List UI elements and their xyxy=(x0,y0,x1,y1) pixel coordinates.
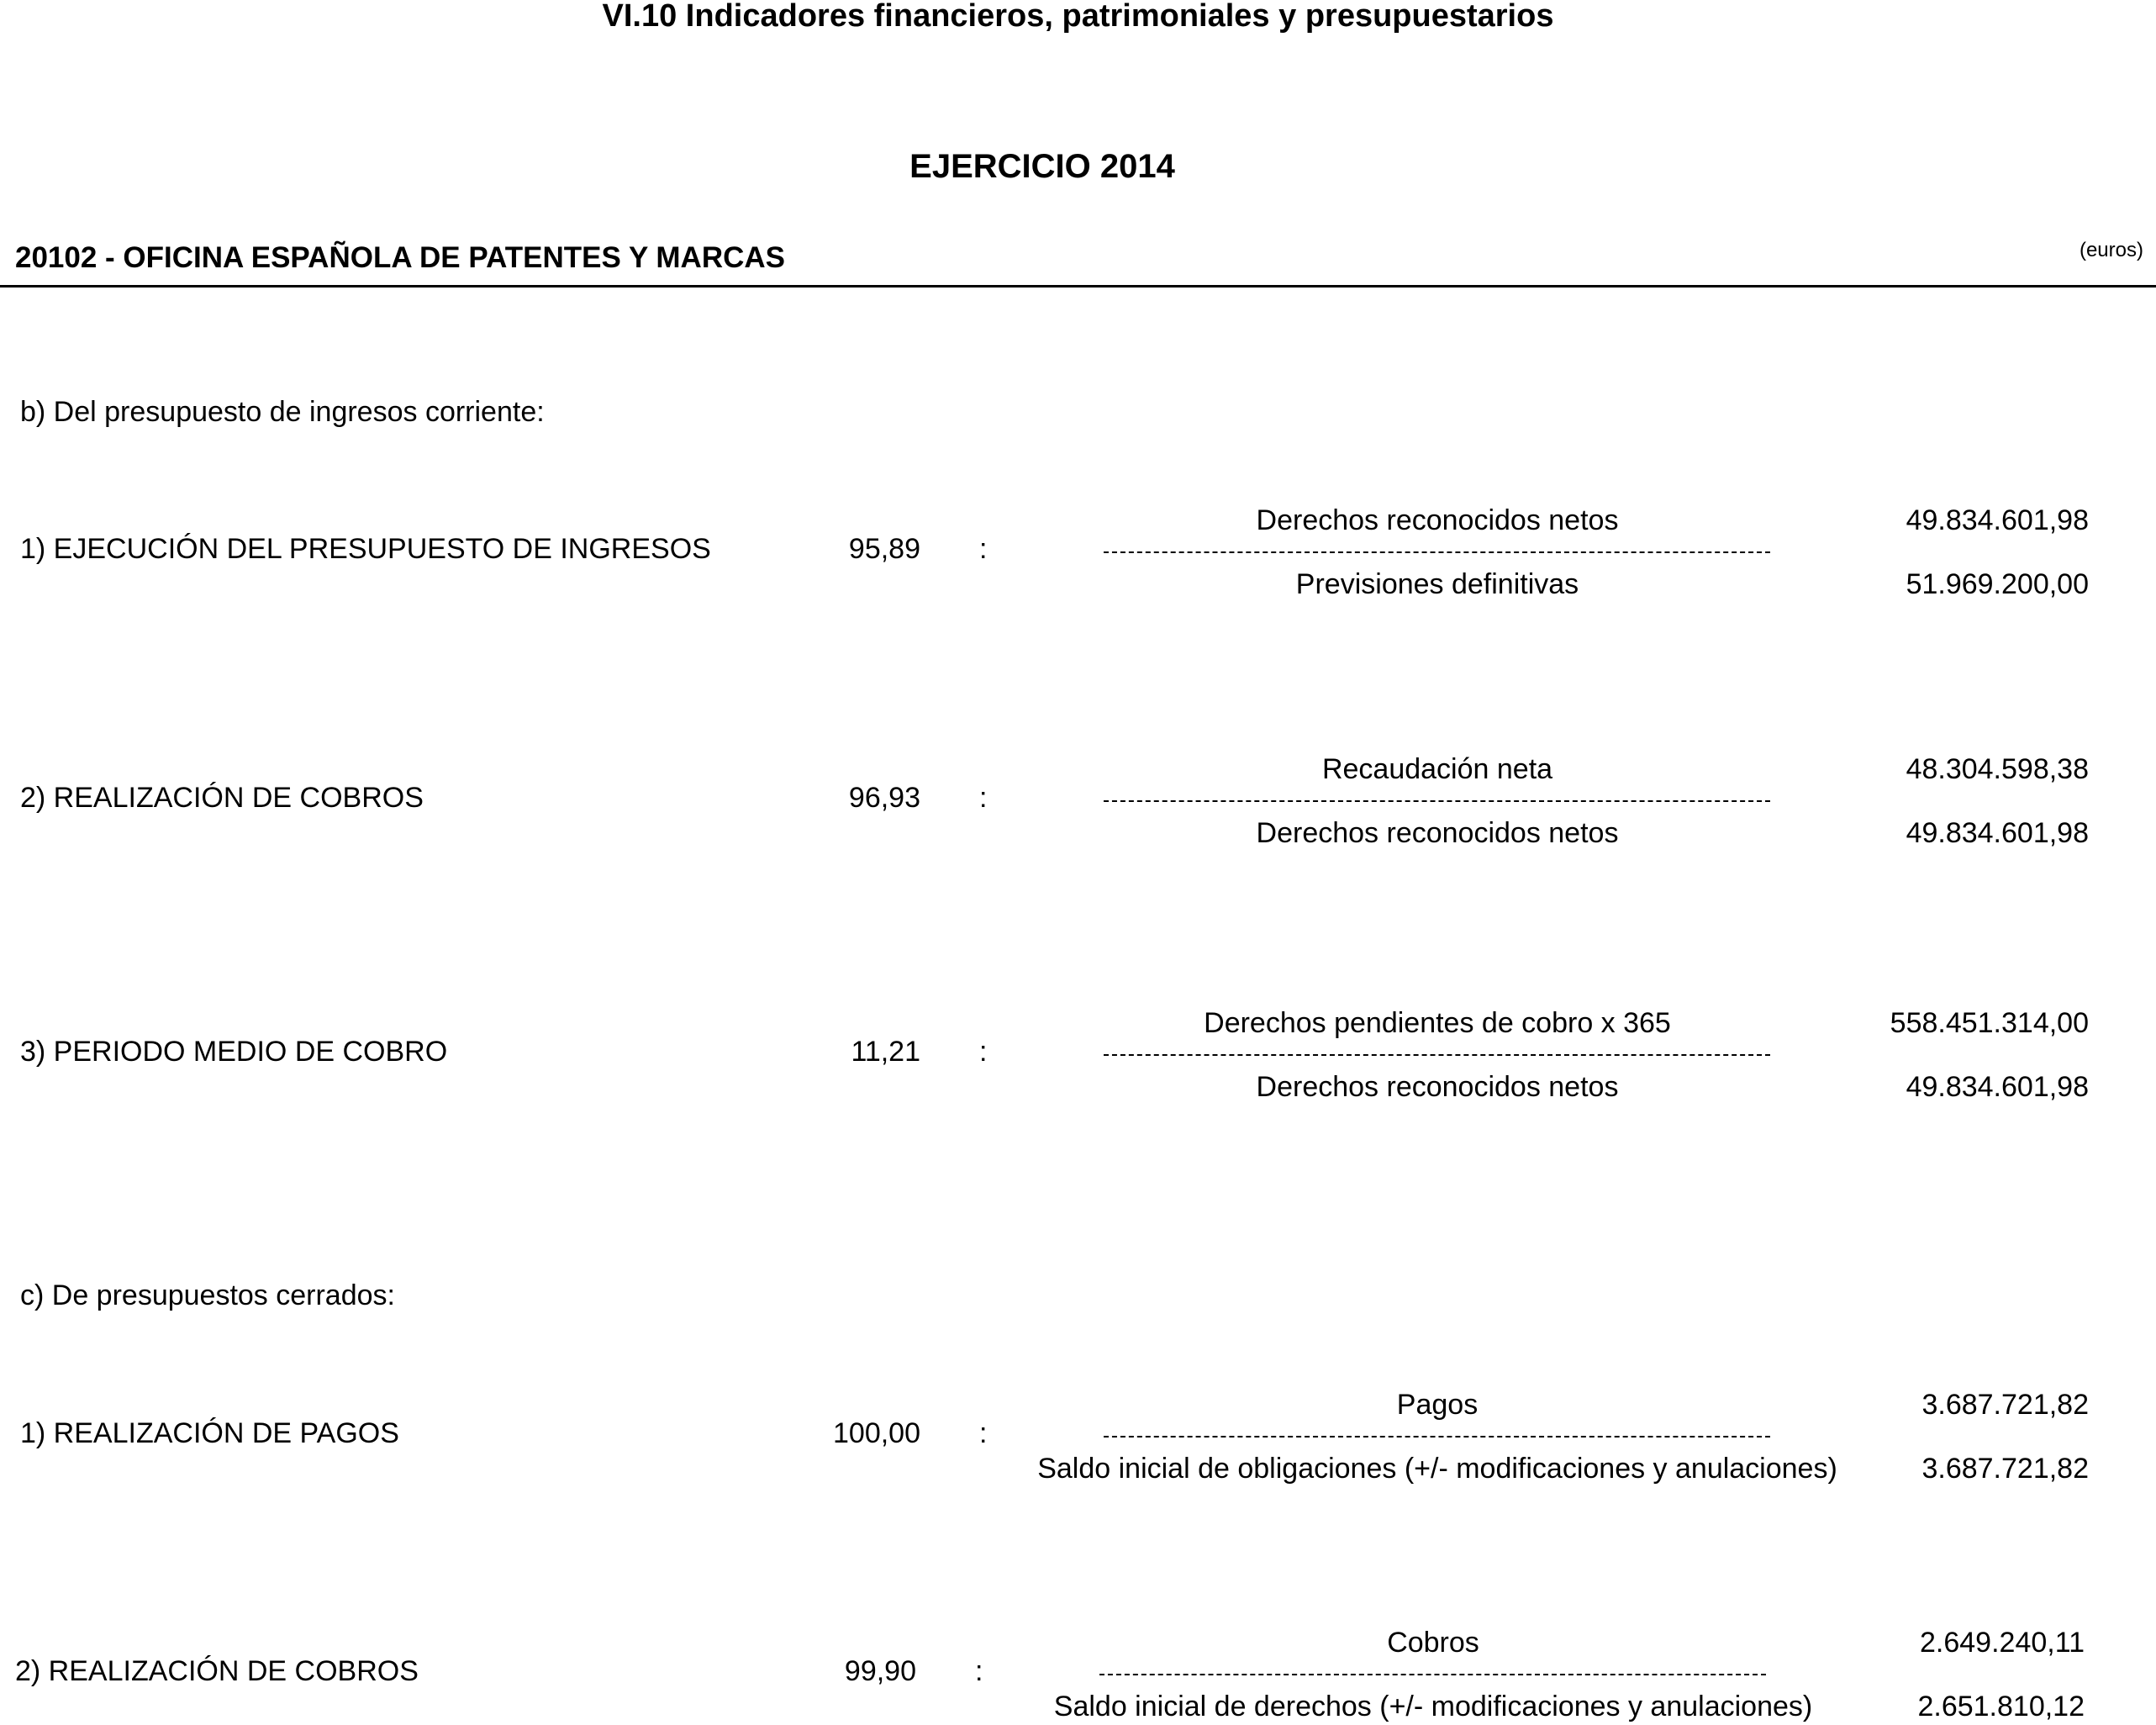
numerator-label: Recaudación neta xyxy=(1321,753,1553,785)
header-rule xyxy=(0,285,2156,288)
numerator-value: 49.834.601,98 xyxy=(1906,504,2089,536)
fraction-line xyxy=(1104,1054,1770,1056)
numerator-value: 48.304.598,38 xyxy=(1906,753,2089,785)
denominator-value: 3.687.721,82 xyxy=(1921,1453,2089,1485)
denominator-value: 49.834.601,98 xyxy=(1906,817,2089,849)
denominator-label: Previsiones definitivas xyxy=(1295,568,1579,600)
denominator-label: Saldo inicial de derechos (+/- modificaciones y anulaciones) xyxy=(1053,1691,1813,1722)
denominator-value: 2.651.810,12 xyxy=(1917,1691,2085,1722)
indicator-label: 3) PERIODO MEDIO DE COBRO xyxy=(20,1036,448,1068)
numerator-label: Derechos reconocidos netos xyxy=(1256,504,1619,536)
section-heading-closed-budgets: c) De presupuestos cerrados: xyxy=(20,1279,395,1311)
denominator-label: Derechos reconocidos netos xyxy=(1256,817,1619,849)
indicator-value: 95,89 xyxy=(848,533,920,565)
numerator-label: Cobros xyxy=(1387,1627,1479,1659)
fraction-line xyxy=(1104,800,1770,802)
fraction-line xyxy=(1099,1674,1766,1675)
indicator-label: 1) EJECUCIÓN DEL PRESUPUESTO DE INGRESOS xyxy=(20,533,711,565)
fraction-line xyxy=(1104,1436,1770,1438)
denominator-label: Saldo inicial de obligaciones (+/- modificaciones y anulaciones) xyxy=(1037,1453,1837,1485)
indicator-colon: : xyxy=(975,1655,983,1687)
units-label: (euros) xyxy=(2079,239,2143,261)
indicator-value: 96,93 xyxy=(848,782,920,814)
page-title: VI.10 Indicadores financieros, patrimoniales y presupuestarios xyxy=(602,0,1554,34)
indicator-colon: : xyxy=(979,1036,988,1068)
denominator-label: Derechos reconocidos netos xyxy=(1256,1071,1619,1103)
exercise-title: EJERCICIO 2014 xyxy=(909,148,1175,185)
indicator-value: 100,00 xyxy=(833,1417,920,1449)
indicator-colon: : xyxy=(979,782,988,814)
indicator-label: 2) REALIZACIÓN DE COBROS xyxy=(15,1655,419,1687)
denominator-value: 49.834.601,98 xyxy=(1906,1071,2089,1103)
indicator-colon: : xyxy=(979,1417,988,1449)
section-heading-current-revenue: b) Del presupuesto de ingresos corriente: xyxy=(20,396,545,428)
fraction-line xyxy=(1104,551,1770,553)
numerator-value: 2.649.240,11 xyxy=(1920,1627,2085,1659)
numerator-label: Derechos pendientes de cobro x 365 xyxy=(1204,1007,1671,1039)
numerator-label: Pagos xyxy=(1396,1389,1479,1421)
indicator-label: 2) REALIZACIÓN DE COBROS xyxy=(20,782,424,814)
entity-heading: 20102 - OFICINA ESPAÑOLA DE PATENTES Y MARCAS xyxy=(15,241,785,274)
indicator-value: 11,21 xyxy=(851,1036,920,1068)
denominator-value: 51.969.200,00 xyxy=(1906,568,2089,600)
indicator-label: 1) REALIZACIÓN DE PAGOS xyxy=(20,1417,399,1449)
numerator-value: 3.687.721,82 xyxy=(1921,1389,2089,1421)
numerator-value: 558.451.314,00 xyxy=(1890,1007,2089,1039)
indicator-value: 99,90 xyxy=(844,1655,916,1687)
indicator-colon: : xyxy=(979,533,988,565)
